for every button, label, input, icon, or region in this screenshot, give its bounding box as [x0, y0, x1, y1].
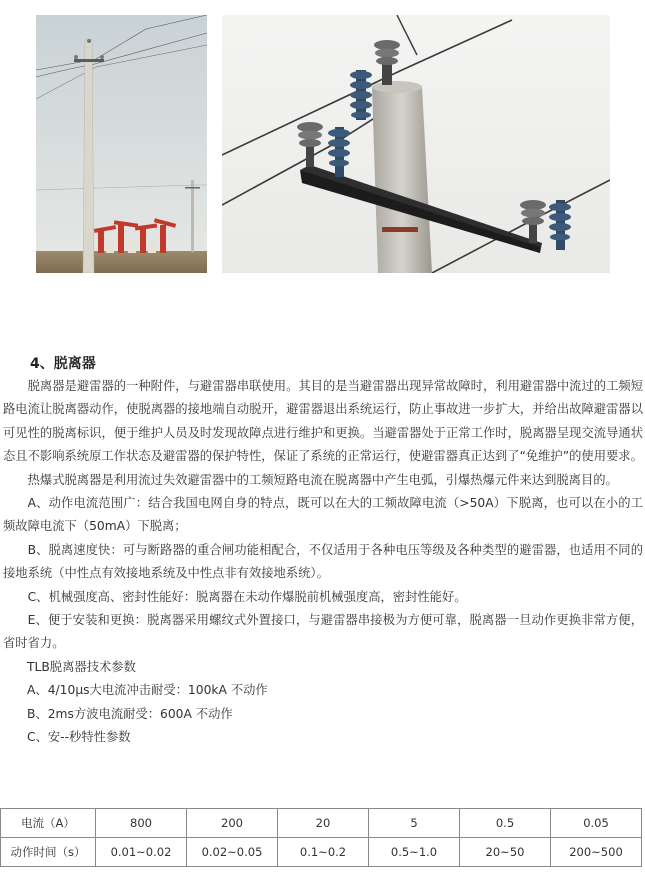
utility-pole-photo: [36, 15, 207, 273]
paragraph-feature-a: A、动作电流范围广：结合我国电网自身的特点，既可以在大的工频故障电流（>50A）下脱离，也可以在小的工频故障电流下（50mA）下脱离；: [3, 496, 643, 534]
table-cell: 0.5: [460, 809, 551, 838]
table-cell: 0.01~0.02: [96, 838, 187, 867]
param-item: A、4/10μs大电流冲击耐受：100kA 不动作: [27, 683, 268, 698]
article-body: [0, 375, 645, 750]
paragraph-thermal: 热爆式脱离器是利用流过失效避雷器中的工频短路电流在脱离器中产生电弧，引爆热爆元件来达到脱离目的。: [27, 472, 618, 487]
table-cell: 0.02~0.05: [187, 838, 278, 867]
ampere-second-table: [0, 808, 642, 867]
table-cell: 800: [96, 809, 187, 838]
params-title: TLB脱离器技术参数: [27, 659, 136, 674]
row-label-current: 电流（A）: [1, 809, 96, 838]
paragraph-feature-b: B、脱离速度快：可与断路器的重合闸功能相配合，不仅适用于各种电压等级及各种类型的避雷器，也适用不同的接地系统（中性点有效接地系统及中性点非有效接地系统）。: [3, 542, 643, 581]
param-item: B、2ms方波电流耐受：600A 不动作: [27, 706, 233, 721]
table-row-current: [1, 809, 642, 838]
table-cell: 0.5~1.0: [369, 838, 460, 867]
paragraph-intro: 脱离器是避雷器的一种附件，与避雷器串联使用。其目的是当避雷器出现异常故障时，利用避雷器中流过的工频短路电流让脱离器动作，使脱离器的接地端自动脱开，避雷器退出系统运行，防止事故进一步扩大，并给出故障避雷器以可见性的脱离标识，便于维护人员及时发现故障点进行维护和更换。当避雷器处于正常工作时，脱离器呈现交流导通状态且不影响系统原工作状态及避雷器的保护特性，保证了系统的正常运行，使避雷器真正达到了“免维护”的使用要求。: [3, 379, 643, 464]
table-cell: 0.1~0.2: [278, 838, 369, 867]
table-cell: 20~50: [460, 838, 551, 867]
param-item: C、安--秒特性参数: [27, 730, 131, 745]
table-cell: 20: [278, 809, 369, 838]
insulator-crossarm-photo: [222, 15, 610, 273]
row-label-time: 动作时间（s）: [1, 838, 96, 867]
paragraph-feature-e: E、便于安装和更换：脱离器采用螺纹式外置接口，与避雷器串接极为方便可靠，脱离器一旦动作更换非常方便，省时省力。: [3, 613, 643, 651]
section-title: 4、脱离器: [30, 356, 96, 372]
table-cell: 0.05: [551, 809, 642, 838]
paragraph-feature-c: C、机械强度高、密封性能好：脱离器在未动作爆脱前机械强度高，密封性能好。: [27, 589, 467, 604]
table-cell: 200~500: [551, 838, 642, 867]
table-cell: 5: [369, 809, 460, 838]
table-row-time: [1, 838, 642, 867]
table-cell: 200: [187, 809, 278, 838]
